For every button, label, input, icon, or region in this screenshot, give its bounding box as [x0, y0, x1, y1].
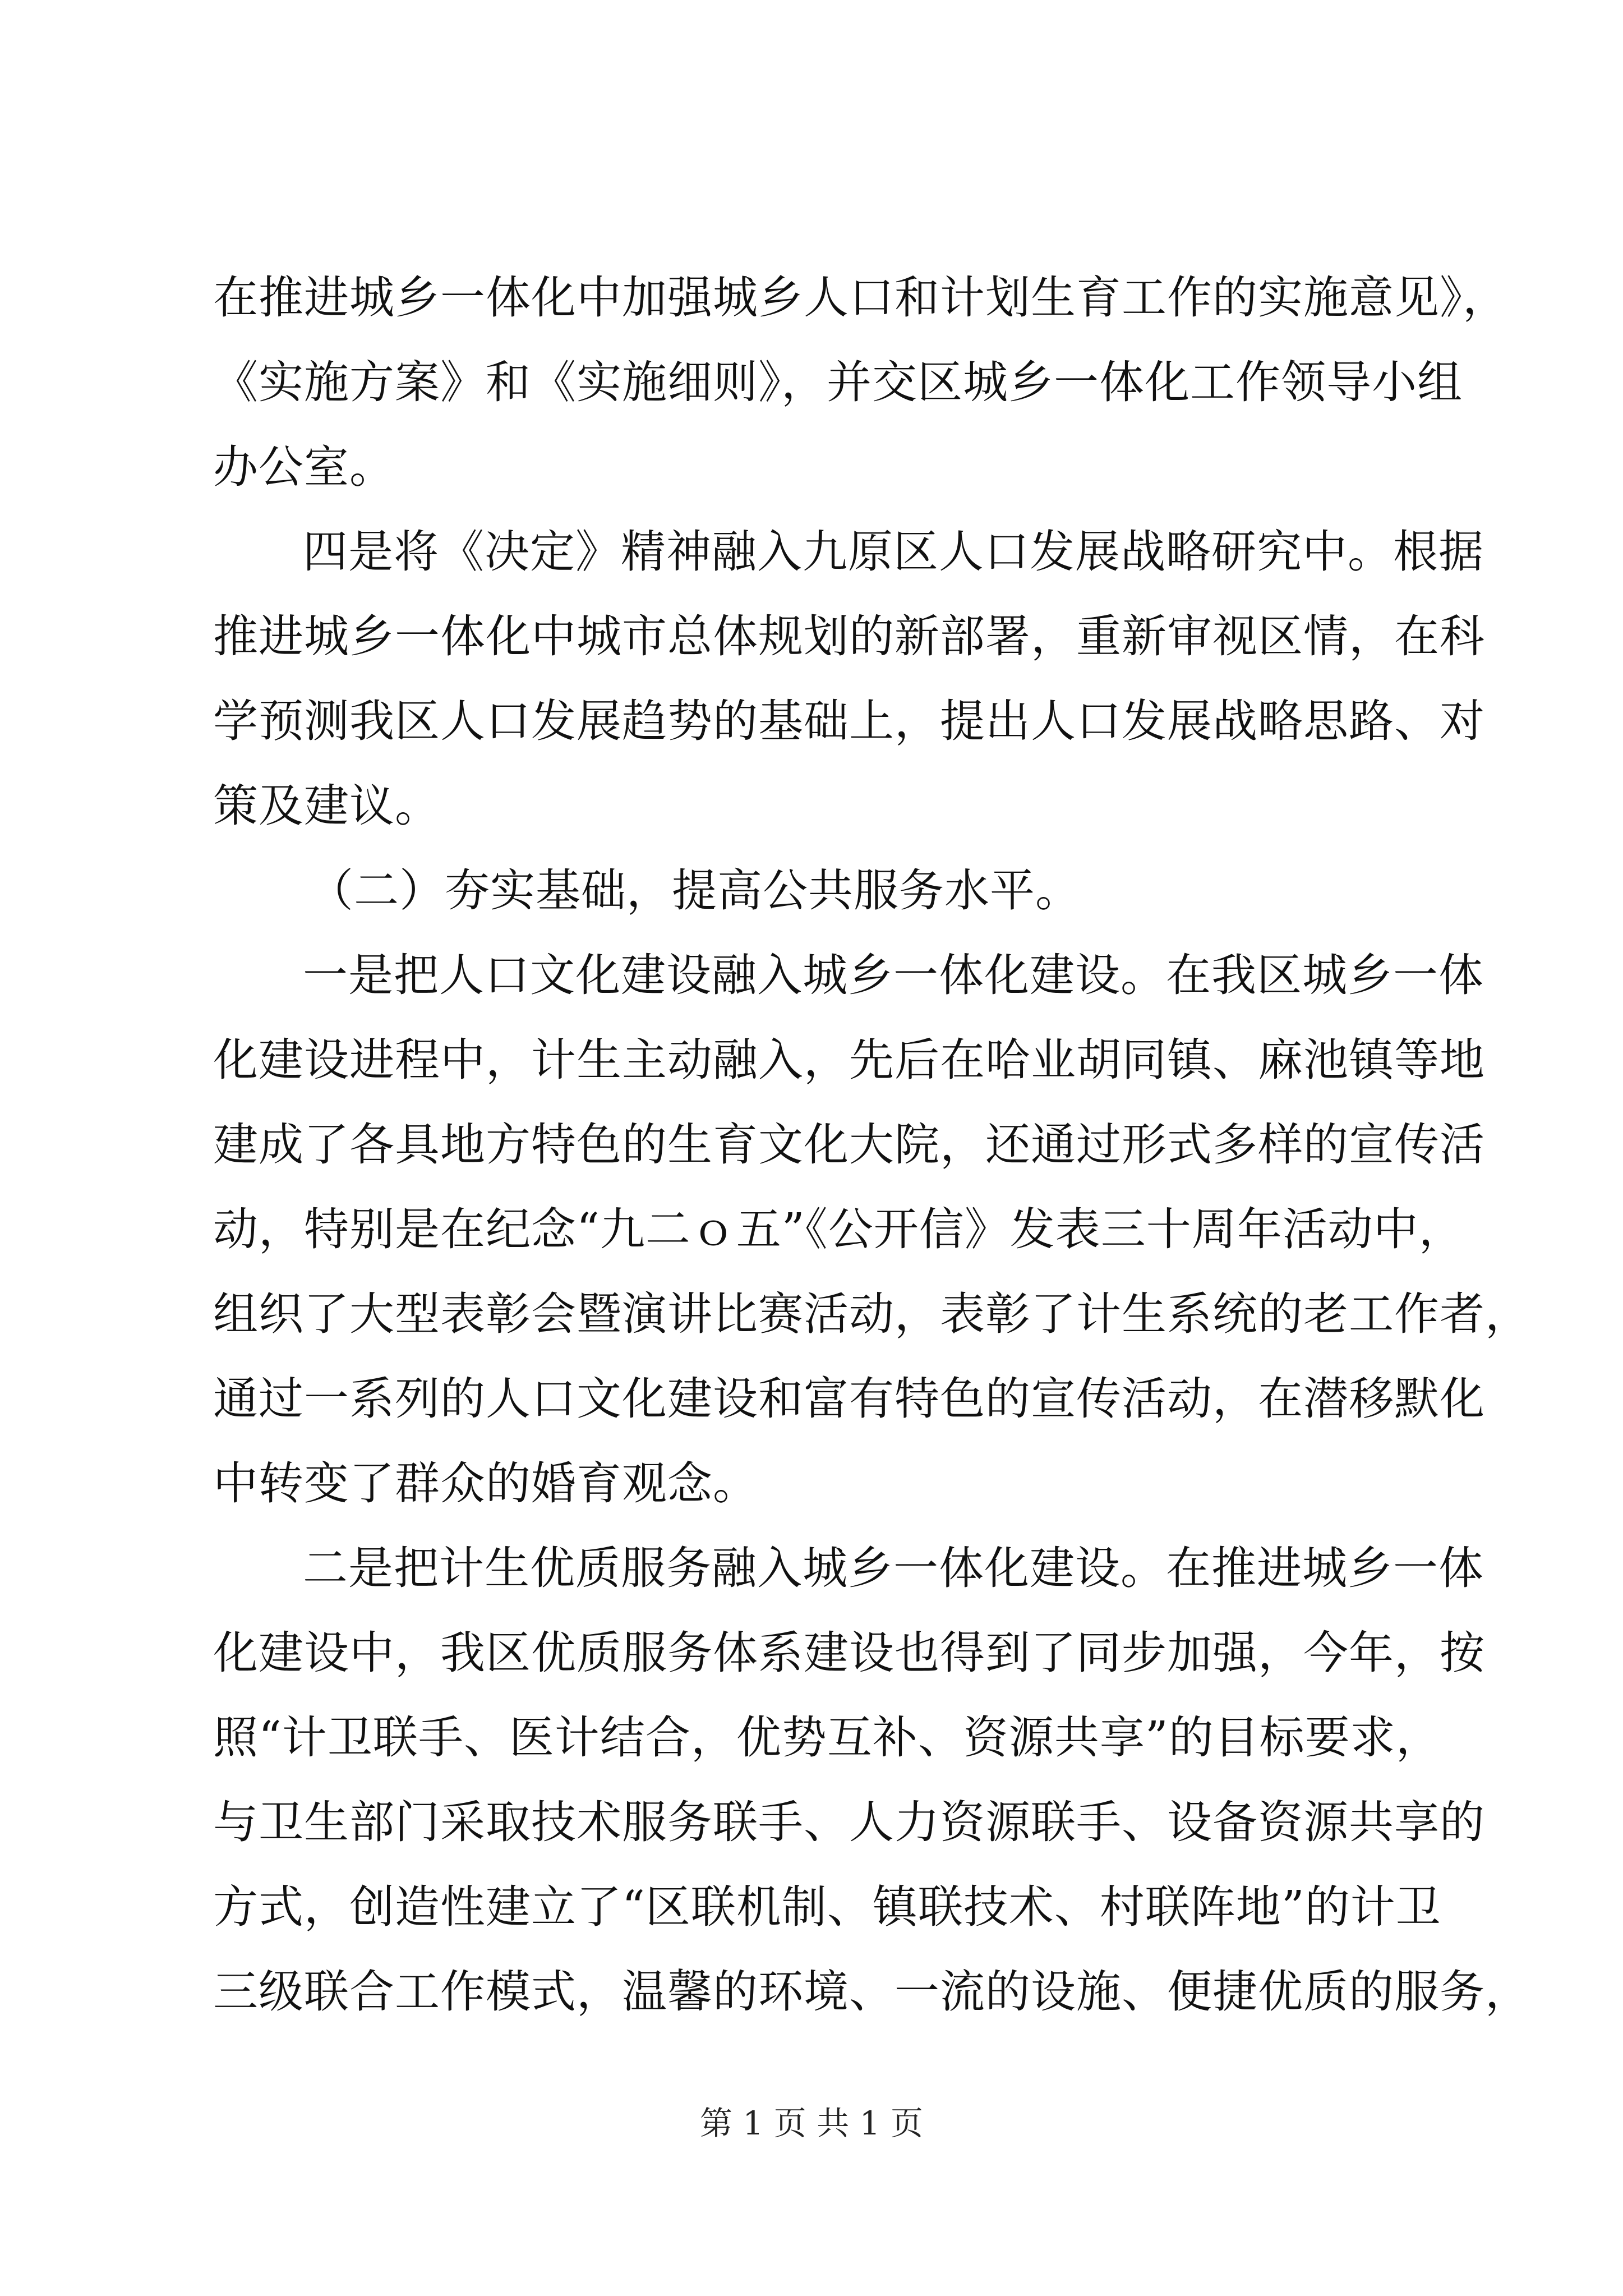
text-line: 学预测我区人口发展趋势的基础上，提出人口发展战略思路、对 — [213, 695, 1485, 747]
page-footer: 第 1 页 共 1 页 — [700, 2104, 923, 2142]
text-line: 办公室。 — [213, 441, 395, 493]
text-line: 照“计卫联手、医计结合，优势互补、资源共享”的目标要求， — [213, 1711, 1441, 1764]
text-line: 《实施方案》和《实施细则》，并交区城乡一体化工作领导小组 — [213, 356, 1463, 408]
text-line: 四是将《决定》精神融入九原区人口发展战略研究中。根据 — [303, 526, 1484, 578]
text-line: 推进城乡一体化中城市总体规划的新部署，重新审视区情，在科 — [213, 610, 1485, 662]
text-line: （二）夯实基础，提高公共服务水平。 — [308, 864, 1081, 917]
document-body — [213, 255, 1530, 2034]
text-line: 中转变了群众的婚育观念。 — [213, 1457, 758, 1510]
text-line: 策及建议。 — [213, 780, 440, 832]
text-line: 化建设中，我区优质服务体系建设也得到了同步加强，今年，按 — [213, 1627, 1485, 1679]
text-line: 组织了大型表彰会暨演讲比赛活动，表彰了计生系统的老工作者， — [213, 1288, 1530, 1340]
text-line: 二是把计生优质服务融入城乡一体化建设。在推进城乡一体 — [303, 1542, 1484, 1594]
text-line: 三级联合工作模式，温馨的环境、一流的设施、便捷优质的服务， — [213, 1966, 1530, 2018]
text-line: 与卫生部门采取技术服务联手、人力资源联手、设备资源共享的 — [213, 1796, 1485, 1848]
text-line: 化建设进程中，计生主动融入，先后在哈业胡同镇、麻池镇等地 — [213, 1034, 1485, 1086]
text-line: 方式，创造性建立了“区联机制、镇联技术、村联阵地”的计卫 — [213, 1881, 1441, 1933]
text-line: 动，特别是在纪念“九二ｏ五”《公开信》发表三十周年活动中， — [213, 1203, 1464, 1255]
text-line: 在推进城乡一体化中加强城乡人口和计划生育工作的实施意见》， — [213, 272, 1508, 324]
text-line: 通过一系列的人口文化建设和富有特色的宣传活动，在潜移默化 — [213, 1373, 1485, 1425]
text-line: 建成了各具地方特色的生育文化大院，还通过形式多样的宣传活 — [213, 1119, 1485, 1171]
text-line: 一是把人口文化建设融入城乡一体化建设。在我区城乡一体 — [303, 949, 1484, 1001]
